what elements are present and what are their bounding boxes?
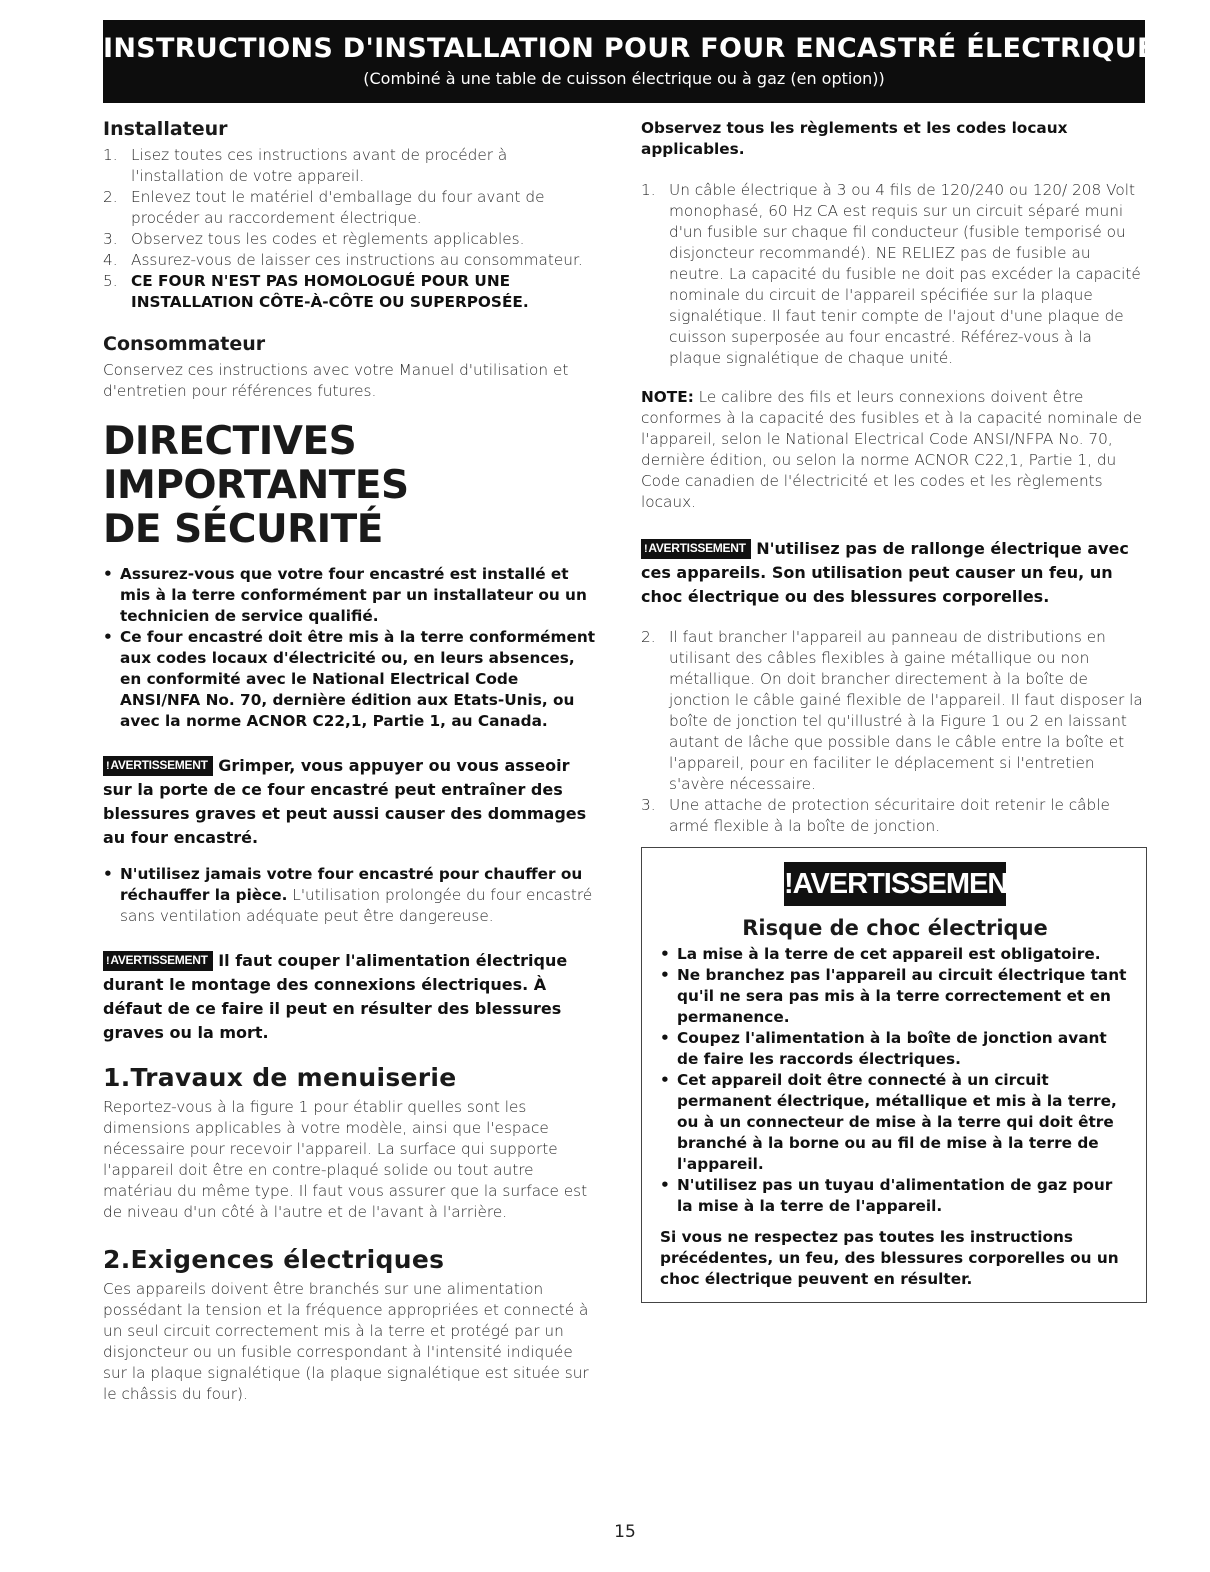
list-item: 1. Lisez toutes ces instructions avant de procéder à l'installation de votre appareil. (103, 146, 508, 185)
menuiserie-text: Reportez-vous à la figure 1 pour établir quelles sont les dimensions applicables à votre modèle, ainsi que l'espace nécessaire pour recevoir l'appareil. La surface qui supporte l'appareil doit être en contre-plaqué solide ou tout autre matériau du même type. Il faut vous assurer que la surface est de niveau d'un côté à l'autre et de l'avant à l'arrière. (103, 1098, 588, 1221)
list-item: • Ne branchez pas l'appareil au circuit électrique tant qu'il ne sera pas mis à la terre correctement et en permanence. (660, 966, 1127, 1026)
safety-title: DIRECTIVES IMPORTANTES DE SÉCURITÉ (103, 419, 409, 552)
warning-badge: !AVERTISSEMENT (103, 951, 213, 971)
list-item: 1. Un câble électrique à 3 ou 4 fils de 120/240 ou 120/ 208 Volt monophasé, 60 Hz CA est requis sur un circuit séparé muni d'un fusible sur chaque fil conducteur (fusible temporisé ou disjoncteur recommandé). NE RELIEZ pas de fusible au neutre. La capacité du fusible ne doit pas excéder la capacité nominale du circuit de l'appareil spécifiée sur la plaque signalétique. Il faut tenir compte de l'ajout d'une plaque de cuisson superposée au four encastré. Référez-vous à la plaque signalétique de chaque unité. (641, 181, 1141, 367)
electrical-list-2 (641, 627, 1147, 837)
list-item: 3. Observez tous les codes et règlements applicables. (103, 230, 525, 248)
note-paragraph: NOTE: Le calibre des fils et leurs connexions doivent être conformes à la capacité des fusibles et à la capacité nominale de l'appareil, selon le National Electrical Code ANSI/NFPA No. 70, dernière édition, ou selon la norme ACNOR C22,1, Partie 1, du Code canadien de l'électricité et les codes et les règlements locaux. (641, 388, 1143, 511)
list-item: • Ce four encastré doit être mis à la terre conformément aux codes locaux d'électricité ou, en leurs absences, en conformité avec le National Electrical Code ANSI/NFA No. 70, dernière édition aux Etats-Unis, ou avec la norme ACNOR C22,1, Partie 1, au Canada. (103, 628, 596, 730)
warning-power: !AVERTISSEMENT Il faut couper l'alimentation électrique durant le montage des connexions électriques. À défaut de ce faire il peut en résulter des blessures graves ou la mort. (103, 951, 568, 1042)
header-banner (103, 20, 1156, 103)
consommateur-heading: Consommateur (103, 333, 266, 355)
list-item: 3. Une attache de protection sécuritaire doit retenir le câble armé flexible à la boîte de jonction. (641, 796, 1110, 835)
electriques-text: Ces appareils doivent être branchés sur une alimentation possédant la tension et la fréquence appropriées et connecté à un seul circuit correctement mis à la terre et protégé par un disjoncteur ou un fusible correspondant à l'intensité indiquée sur la plaque signalétique (la plaque signalétique est située sur le châssis du four). (103, 1280, 589, 1403)
page-subtitle: (Combiné à une table de cuisson électrique ou à gaz (en option)) (363, 69, 885, 88)
safety-bullets (103, 564, 600, 732)
shock-bullets (660, 944, 1130, 1217)
page-title: INSTRUCTIONS D'INSTALLATION POUR FOUR ENCASTRÉ ÉLECTRIQUE (103, 33, 1156, 64)
heating-bullet (103, 864, 600, 927)
shock-warning-box (641, 847, 1147, 1303)
page-number: 15 (614, 1522, 636, 1542)
warning-triangle-icon: ! (106, 955, 110, 967)
warning-badge: !AVERTISSEMENT (641, 539, 751, 559)
electrical-list-1 (641, 180, 1147, 369)
left-column (103, 118, 600, 1405)
list-item: • Coupez l'alimentation à la boîte de jonction avant de faire les raccords électriques. (660, 1029, 1107, 1068)
warning-triangle-icon: ! (644, 543, 648, 555)
warning-triangle-icon: ! (106, 760, 110, 772)
list-item: 4. Assurez-vous de laisser ces instructions au consommateur. (103, 251, 583, 269)
warning-badge-large: !AVERTISSEMENT (784, 862, 1006, 906)
right-column (641, 118, 1147, 1303)
list-item: • N'utilisez jamais votre four encastré pour chauffer ou réchauffer la pièce. L'utilisation prolongée du four encastré sans ventilation adéquate peut être dangereuse. (103, 865, 593, 925)
list-item: • Cet appareil doit être connecté à un circuit permanent électrique, métallique et mis à la terre, ou à un connecteur de mise à la terre qui doit être branché à la borne ou au fil de mise à la terre de l'appareil. (660, 1071, 1117, 1173)
list-item: 5. CE FOUR N'EST PAS HOMOLOGUÉ POUR UNE INSTALLATION CÔTE-À-CÔTE OU SUPERPOSÉE. (103, 272, 529, 311)
list-item: 2. Il faut brancher l'appareil au panneau de distributions en utilisant des câbles flexibles à gaine métallique ou non métallique. On doit brancher directement à la boîte de jonction le câble gainé flexible de l'appareil. Il faut disposer la boîte de jonction tel qu'illustré à la Figure 1 ou 2 en laissant autant de lâche que possible dans le câble entre la boîte et l'appareil, pour en faciliter le déplacement si l'entretien s'avère nécessaire. (641, 628, 1143, 793)
shock-risk-title: Risque de choc électrique (742, 916, 1048, 940)
warning-extension-cord: !AVERTISSEMENT N'utilisez pas de rallonge électrique avec ces appareils. Son utilisation peut causer un feu, un choc électrique ou des blessures corporelles. (641, 539, 1129, 606)
warning-badge: !AVERTISSEMENT (103, 756, 213, 776)
shock-footer: Si vous ne respectez pas toutes les instructions précédentes, un feu, des blessures corporelles ou un choc électrique peuvent en résulter. (660, 1228, 1119, 1288)
list-item: • N'utilisez pas un tuyau d'alimentation de gaz pour la mise à la terre de l'appareil. (660, 1176, 1113, 1215)
list-item: • La mise à la terre de cet appareil est obligatoire. (660, 945, 1101, 963)
installateur-list (103, 145, 600, 313)
installateur-heading: Installateur (103, 118, 228, 140)
consommateur-text: Conservez ces instructions avec votre Manuel d'utilisation et d'entretien pour références futures. (103, 361, 569, 400)
codes-intro: Observez tous les règlements et les codes locaux applicables. (641, 119, 1068, 158)
warning-triangle-icon: ! (784, 868, 793, 900)
note-label: NOTE: (641, 388, 694, 406)
list-item: • Assurez-vous que votre four encastré est installé et mis à la terre conformément par un installateur ou un technicien de service qualifié. (103, 565, 587, 625)
list-item: 2. Enlevez tout le matériel d'emballage du four avant de procéder au raccordement électrique. (103, 188, 545, 227)
menuiserie-heading: 1.Travaux de menuiserie (103, 1063, 457, 1092)
warning-climbing: !AVERTISSEMENT Grimper, vous appuyer ou vous asseoir sur la porte de ce four encastré peut entraîner des blessures graves et peut aussi causer des dommages au four encastré. (103, 756, 587, 847)
electriques-heading: 2.Exigences électriques (103, 1245, 445, 1274)
